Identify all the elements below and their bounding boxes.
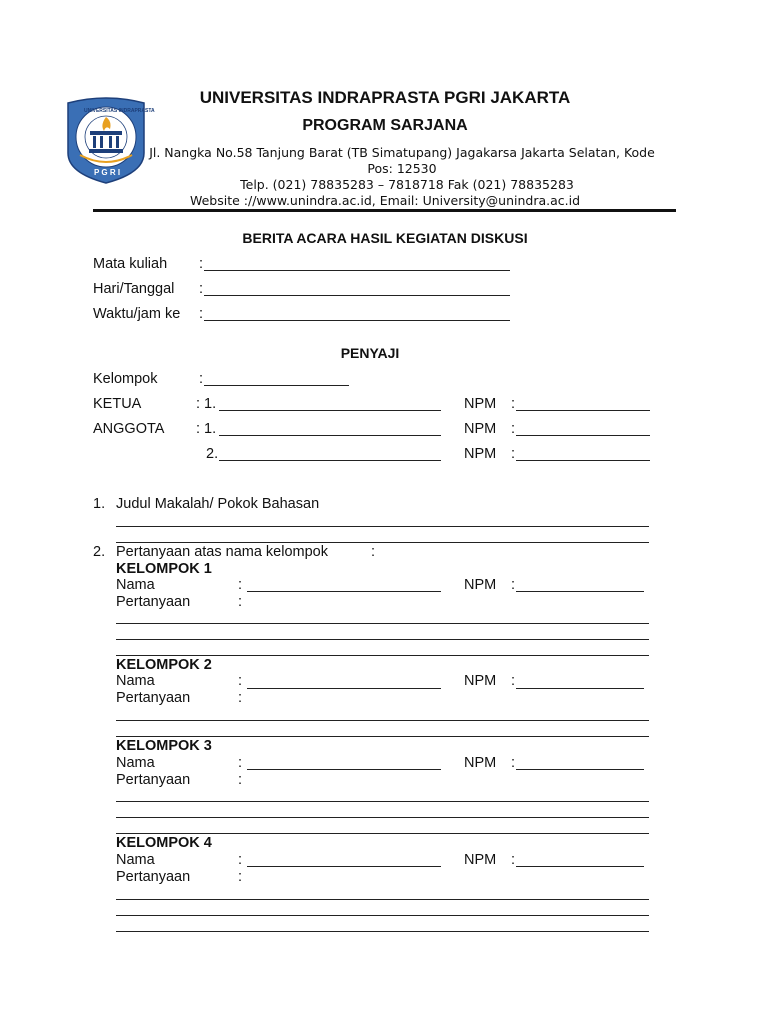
group3-pertanyaan-label: Pertanyaan [116,772,191,788]
field-colon: : [199,256,204,272]
anggota1-name-line [219,435,441,436]
group1-nama-colon: : [238,577,243,593]
group3-nama-label: Nama [116,755,155,771]
item1-answer-line [116,526,649,527]
group2-npm-colon: : [511,673,516,689]
field-line-waktu [204,320,510,321]
group4-pertanyaan-colon: : [238,869,243,885]
anggota2-npm-colon: : [511,446,516,462]
anggota1-npm-label: NPM [464,421,497,437]
group1-npm-line [516,591,644,592]
item2-text: Pertanyaan atas nama kelompok [116,544,328,560]
header-rule [93,209,676,212]
address-line1: Jl. Nangka No.58 Tanjung Barat (TB Simatupang) Jagakarsa Jakarta Selatan, Kode [149,145,655,160]
item1-answer-line [116,542,649,543]
ketua-npm-label: NPM [464,396,497,412]
group4-answer-line [116,931,649,932]
group1-nama-line [247,591,441,592]
ketua-npm-colon: : [511,396,516,412]
logo-ring-text: UNIVERSITAS INDRAPRASTA [84,108,155,114]
kelompok-label: Kelompok [93,371,158,387]
program-name: PROGRAM SARJANA [302,117,468,134]
group1-answer-line [116,623,649,624]
group3-nama-colon: : [238,755,243,771]
ketua-label: KETUA [93,396,142,412]
group2-nama-colon: : [238,673,243,689]
anggota-label: ANGGOTA [93,421,165,437]
presenter-heading: PENYAJI [340,345,400,361]
address-line2: Pos: 12530 [367,161,437,176]
group2-npm-line [516,688,644,689]
group3-pertanyaan-colon: : [238,772,243,788]
kelompok-colon: : [199,371,204,387]
group2-title: KELOMPOK 2 [116,657,212,673]
item1-number: 1. [93,496,106,512]
group4-answer-line [116,915,649,916]
group2-nama-line [247,688,441,689]
ketua-prefix: : 1. [196,396,217,412]
field-label-hari-tanggal: Hari/Tanggal [93,281,175,297]
group3-npm-colon: : [511,755,516,771]
group2-npm-label: NPM [464,673,497,689]
group2-answer-line [116,720,649,721]
group3-npm-label: NPM [464,755,497,771]
group2-answer-line [116,736,649,737]
anggota1-npm-colon: : [511,421,516,437]
group4-nama-colon: : [238,852,243,868]
field-line-hari-tanggal [204,295,510,296]
item2-colon: : [371,544,376,560]
group2-pertanyaan-colon: : [238,690,243,706]
anggota-prefix-2: 2. [206,446,219,462]
kelompok-line [204,385,349,386]
group3-answer-line [116,833,649,834]
group3-npm-line [516,769,644,770]
group4-nama-label: Nama [116,852,155,868]
group1-answer-line [116,655,649,656]
group4-pertanyaan-label: Pertanyaan [116,869,191,885]
group2-nama-label: Nama [116,673,155,689]
anggota2-npm-label: NPM [464,446,497,462]
phone-line: Telp. (021) 78835283 – 7818718 Fak (021) 78835283 [240,177,574,192]
ketua-name-line [219,410,441,411]
group1-npm-label: NPM [464,577,497,593]
field-label-mata-kuliah: Mata kuliah [93,256,168,272]
anggota1-npm-line [516,435,650,436]
field-colon: : [199,281,204,297]
anggota2-npm-line [516,460,650,461]
field-colon: : [199,306,204,322]
item2-number: 2. [93,544,106,560]
group3-answer-line [116,817,649,818]
group3-nama-line [247,769,441,770]
group3-answer-line [116,801,649,802]
ketua-npm-line [516,410,650,411]
anggota-prefix-1: : 1. [196,421,217,437]
group1-pertanyaan-colon: : [238,594,243,610]
group4-nama-line [247,866,441,867]
field-label-waktu: Waktu/jam ke [93,306,181,322]
group1-pertanyaan-label: Pertanyaan [116,594,191,610]
group2-pertanyaan-label: Pertanyaan [116,690,191,706]
group1-npm-colon: : [511,577,516,593]
anggota2-name-line [219,460,441,461]
web-line: Website ://www.unindra.ac.id, Email: University@unindra.ac.id [189,193,581,208]
field-line-mata-kuliah [204,270,510,271]
group4-answer-line [116,899,649,900]
group1-nama-label: Nama [116,577,155,593]
group3-title: KELOMPOK 3 [116,738,212,754]
group4-title: KELOMPOK 4 [116,835,212,851]
group4-npm-line [516,866,644,867]
logo-bottom-text: P G R I [94,168,121,177]
doc-title: BERITA ACARA HASIL KEGIATAN DISKUSI [242,230,528,246]
group4-npm-label: NPM [464,852,497,868]
group4-npm-colon: : [511,852,516,868]
group1-title: KELOMPOK 1 [116,561,212,577]
university-name: UNIVERSITAS INDRAPRASTA PGRI JAKARTA [199,88,571,107]
item1-text: Judul Makalah/ Pokok Bahasan [116,496,320,512]
group1-answer-line [116,639,649,640]
